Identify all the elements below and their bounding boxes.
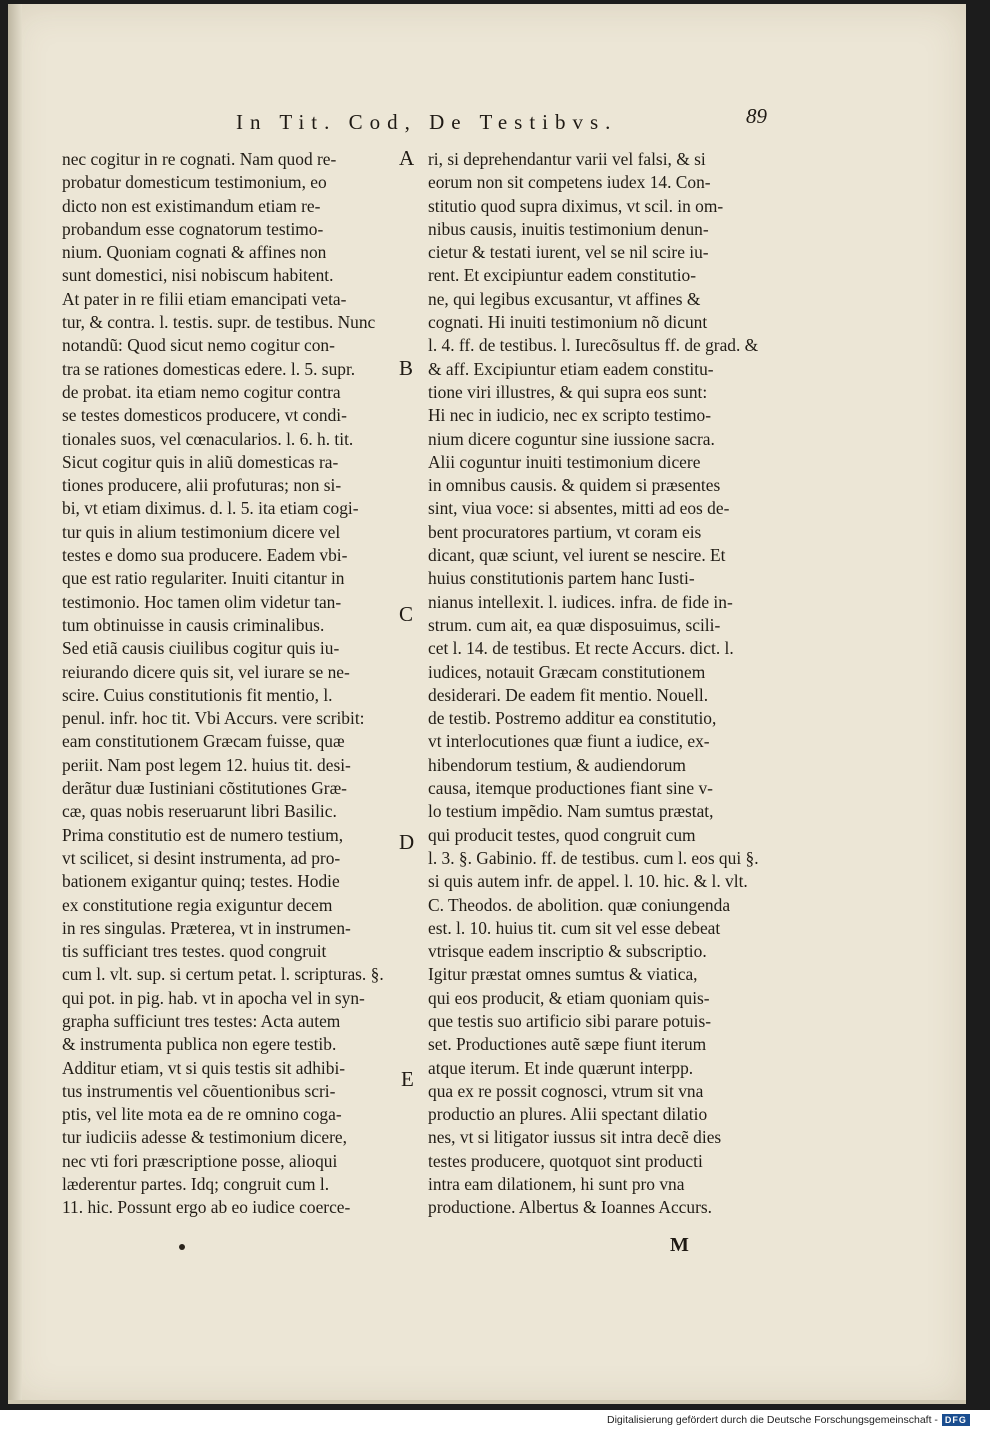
text-line: eorum non sit competens iudex 14. Con- — [428, 172, 711, 193]
text-line: grapha sufficiunt tres testes: Acta autem — [62, 1010, 341, 1031]
text-line: C. Theodos. de abolition. quæ coniungenda — [428, 894, 731, 915]
margin-letter-b: B — [399, 356, 414, 380]
text-line: tione viri illustres, & qui supra eos sunt: — [428, 381, 708, 402]
text-line: iudices, notauit Græcam constitutionem — [428, 661, 706, 682]
text-line: ptis, vel lite mota ea de re omnino coga- — [62, 1104, 342, 1125]
text-line: tus instrumentis vel cõuentionibus scri- — [62, 1080, 336, 1101]
text-line: productione. Albertus & Ioannes Accurs. — [428, 1197, 712, 1218]
text-line: qui producit testes, quod congruit cum — [428, 824, 696, 845]
text-line: vt interlocutiones quæ fiunt a iudice, ex- — [428, 731, 710, 752]
text-line: productio an plures. Alii spectant dilatio — [428, 1104, 708, 1125]
text-line: nianus intellexit. l. iudices. infra. de fide in- — [428, 591, 733, 612]
text-line: nibus causis, inuitis testimonium denun- — [428, 218, 709, 239]
running-head: In Tit. Cod, De Testibvs. — [236, 110, 618, 134]
text-line: in res singulas. Præterea, vt in instrumen- — [62, 917, 351, 938]
text-line: nec cogitur in re cognati. Nam quod re- — [62, 149, 337, 169]
text-line: causa, itemque productiones fiant sine v- — [428, 778, 713, 799]
text-line: que est ratio regulariter. Inuiti citantur in — [62, 568, 345, 589]
text-line: huius constitutionis partem hanc Iusti- — [428, 568, 695, 589]
text-line: tra se rationes domesticas edere. l. 5. supr. — [62, 358, 356, 379]
page-gutter-edge — [8, 4, 22, 1404]
margin-letter-a: A — [399, 146, 415, 170]
text-line: cet l. 14. de testibus. Et recte Accurs. dict. l. — [428, 638, 734, 659]
text-line: desiderari. De eadem fit mentio. Nouell. — [428, 684, 709, 705]
text-line: notandũ: Quod sicut nemo cogitur con- — [62, 335, 335, 356]
text-line: de probat. ita etiam nemo cogitur contra — [62, 381, 341, 402]
text-line: sint, viua voce: si absentes, mitti ad eos de- — [428, 498, 730, 519]
text-line: tur iudiciis adesse & testimonium dicere, — [62, 1127, 347, 1148]
text-line: rent. Et excipiuntur eadem constitutio- — [428, 265, 697, 286]
text-line: nes, vt si litigator iussus sit intra decẽ dies — [428, 1127, 722, 1148]
dfg-logo-icon: DFG — [942, 1414, 970, 1426]
text-line: Sicut cogitur quis in aliũ domesticas ra- — [62, 451, 339, 472]
book-page — [8, 4, 966, 1404]
text-line: dicto non est existimandum etiam re- — [62, 195, 321, 216]
text-line: de testib. Postremo additur ea constitutio, — [428, 708, 717, 729]
text-line: & instrumenta publica non egere testib. — [62, 1034, 337, 1055]
text-line: Alii coguntur inuiti testimonium dicere — [428, 451, 701, 472]
text-line: se testes domesticos producere, vt condi- — [62, 405, 347, 426]
text-line: qui eos producit, & etiam quoniam quis- — [428, 987, 710, 1008]
margin-letter-d: D — [399, 830, 415, 854]
margin-letter-e: E — [401, 1067, 414, 1091]
text-line: probatur domesticum testimonium, eo — [62, 172, 327, 193]
text-line: qui pot. in pig. hab. vt in apocha vel in syn- — [62, 987, 365, 1008]
text-line: penul. infr. hoc tit. Vbi Accurs. vere scribit: — [62, 708, 365, 729]
digitization-footer — [607, 1412, 970, 1428]
text-line: ri, si deprehendantur varii vel falsi, & si — [428, 149, 706, 169]
text-line: Hi nec in iudicio, nec ex scripto testimo- — [428, 405, 712, 426]
text-line: tiones producere, alii profuturas; non si- — [62, 475, 342, 496]
text-line: tionales suos, vel cœnacularios. l. 6. h. tit. — [62, 428, 354, 449]
text-line: cæ, quas nobis reseruarunt libri Basilic. — [62, 801, 337, 822]
text-line: scire. Cuius constitutionis fit mentio, l. — [62, 684, 333, 705]
text-line: est. l. 10. huius tit. cum sit vel esse debeat — [428, 917, 721, 938]
text-line: set. Productiones autẽ sæpe fiunt iterum — [428, 1034, 707, 1055]
text-line: strum. cum ait, ea quæ disposuimus, scili- — [428, 614, 721, 635]
text-line: atque iterum. Et inde quærunt interpp. — [428, 1057, 694, 1078]
right-column — [428, 148, 794, 1220]
ink-dot — [179, 1244, 185, 1250]
text-line: si quis autem infr. de appel. l. 10. hic. & l. vlt. — [428, 871, 748, 892]
text-line: 11. hic. Possunt ergo ab eo iudice coerce- — [62, 1197, 351, 1218]
text-line: intra eam dilationem, hi sunt pro vna — [428, 1174, 685, 1195]
text-line: tur, & contra. l. testis. supr. de testibus. Nunc — [62, 312, 376, 333]
text-line: cietur & testati iurent, vel se nil scire iu- — [428, 242, 709, 263]
signature-mark: M — [670, 1234, 689, 1256]
text-line: probandum esse cognatorum testimo- — [62, 218, 324, 239]
text-line: cum l. vlt. sup. si certum petat. l. scripturas. §. — [62, 964, 384, 985]
text-line: stitutio quod supra diximus, vt scil. in om- — [428, 195, 724, 216]
text-line: qua ex re possit cognosci, vtrum sit vna — [428, 1080, 704, 1101]
text-line: l. 3. §. Gabinio. ff. de testibus. cum l. eos qui §. — [428, 847, 759, 868]
text-line: l. 4. ff. de testibus. l. Iurecõsultus ff. de grad. & — [428, 335, 759, 356]
text-line: nec vti fori præscriptione posse, alioqui — [62, 1150, 338, 1171]
left-column — [62, 148, 402, 1220]
text-line: ex constitutione regia exiguntur decem — [62, 894, 333, 915]
text-line: testes e domo sua producere. Eadem vbi- — [62, 545, 348, 566]
text-line: lo testium impẽdio. Nam sumtus præstat, — [428, 801, 714, 822]
text-line: cognati. Hi inuiti testimonium nõ dicunt — [428, 312, 708, 333]
text-line: testimonio. Hoc tamen olim videtur tan- — [62, 591, 342, 612]
text-line: vt scilicet, si desint instrumenta, ad pro- — [62, 847, 341, 868]
text-line: & aff. Excipiuntur etiam eadem constitu- — [428, 358, 714, 379]
text-line: dicant, quæ sciunt, vel iurent se nescire. Et — [428, 545, 726, 566]
text-line: bi, vt etiam diximus. d. l. 5. ita etiam cogi- — [62, 498, 359, 519]
text-line: At pater in re filii etiam emancipati veta- — [62, 288, 347, 309]
text-line: sunt domestici, nisi nobiscum habitent. — [62, 265, 334, 286]
text-line: eam constitutionem Græcam fuisse, quæ — [62, 731, 345, 752]
text-line: nium dicere coguntur sine iussione sacra. — [428, 428, 715, 449]
text-line: tum obtinuisse in causis criminalibus. — [62, 614, 325, 635]
text-line: læderentur partes. Idq; congruit cum l. — [62, 1174, 330, 1195]
text-line: bationem exigantur quinq; testes. Hodie — [62, 871, 340, 892]
text-line: reiurando dicere quis sit, vel iurare se ne- — [62, 661, 350, 682]
text-line: nium. Quoniam cognati & affines non — [62, 242, 327, 263]
text-line: hibendorum testium, & audiendorum — [428, 754, 686, 775]
text-line: Prima constitutio est de numero testium, — [62, 824, 344, 845]
text-line: Igitur præstat omnes sumtus & viatica, — [428, 964, 698, 985]
page-number: 89 — [746, 104, 767, 128]
text-line: periit. Nam post legem 12. huius tit. desi- — [62, 754, 351, 775]
page-bottom-edge — [8, 1400, 966, 1404]
text-line: vtrisque eadem inscriptio & subscriptio. — [428, 941, 707, 962]
text-line: testes producere, quotquot sint producti — [428, 1150, 703, 1171]
text-line: tis sufficiant tres testes. quod congruit — [62, 941, 327, 962]
footer-text: Digitalisierung gefördert durch die Deutsche Forschungsgemeinschaft - — [607, 1414, 938, 1426]
text-line: Additur etiam, vt si quis testis sit adhibi- — [62, 1057, 346, 1078]
margin-letter-c: C — [399, 602, 414, 626]
text-line: bent procuratores partium, vt coram eis — [428, 521, 702, 542]
text-line: derãtur duæ Iustiniani cõstitutiones Græ- — [62, 778, 347, 799]
text-line: tur quis in alium testimonium dicere vel — [62, 521, 341, 542]
text-line: que testis suo artificio sibi parare potuis- — [428, 1010, 712, 1031]
text-line: Sed etiã causis ciuilibus cogitur quis iu- — [62, 638, 340, 659]
text-line: in omnibus causis. & quidem si præsentes — [428, 475, 721, 496]
text-line: ne, qui legibus excusantur, vt affines & — [428, 288, 701, 309]
